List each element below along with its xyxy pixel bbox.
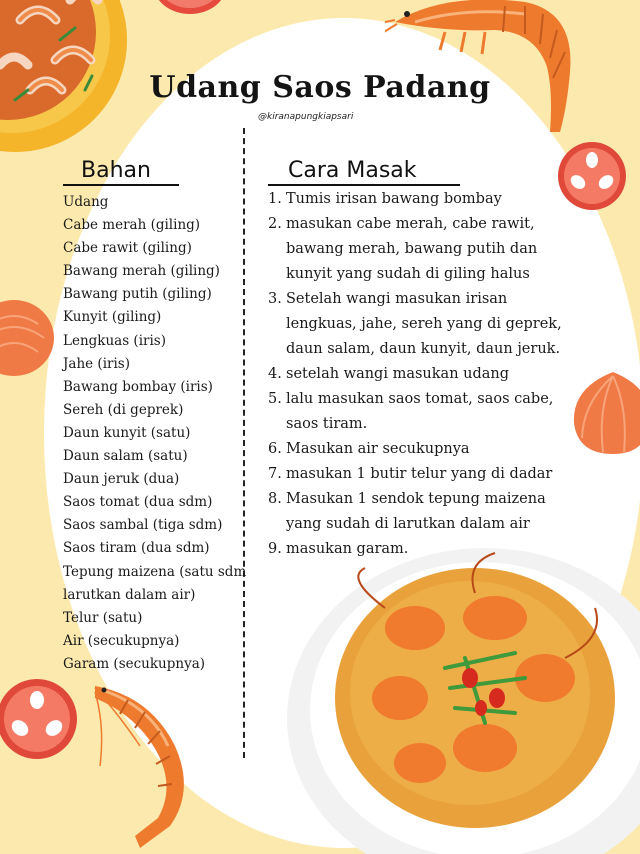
onion-right-illustration xyxy=(568,368,640,458)
ingredient-item: Kunyit (giling) xyxy=(63,309,162,326)
ingredient-item: Jahe (iris) xyxy=(63,355,130,372)
method-step xyxy=(268,437,568,462)
method-step xyxy=(268,537,568,562)
method-step xyxy=(268,287,568,362)
step-number: 1. xyxy=(268,191,282,207)
method-step xyxy=(268,362,568,387)
shrimp-bottom-left-illustration xyxy=(80,676,200,854)
method-step xyxy=(268,487,568,537)
method-step xyxy=(268,387,568,437)
author-handle: @kiranapungkiapsari xyxy=(258,112,354,122)
ingredient-item: Daun kunyit (satu) xyxy=(63,424,191,441)
step-text: Masukan air secukupnya xyxy=(286,441,470,457)
step-text: masukan 1 butir telur yang di dadar xyxy=(286,466,553,482)
step-text: masukan cabe merah, cabe rawit, bawang merah, bawang putih dan kunyit yang sudah di giling halus xyxy=(286,216,538,282)
ingredient-item: Saos tiram (dua sdm) xyxy=(63,540,210,557)
method-steps-list xyxy=(268,187,568,562)
ingredients-list xyxy=(63,191,246,676)
ingredients-heading: Bahan xyxy=(63,158,179,186)
ingredient-item: larutkan dalam air) xyxy=(63,586,196,603)
ingredient-item: Daun jeruk (dua) xyxy=(63,471,180,488)
ingredient-item: Garam (secukupnya) xyxy=(63,655,206,672)
step-number: 2. xyxy=(268,216,282,232)
step-number: 3. xyxy=(268,291,282,307)
ingredient-item: Lengkuas (iris) xyxy=(63,332,166,349)
ingredient-item: Bawang putih (giling) xyxy=(63,286,212,303)
step-text: Masukan 1 sendok tepung maizena yang sudah di larutkan dalam air xyxy=(286,491,546,532)
ingredient-item: Tepung maizena (satu sdm xyxy=(63,563,247,580)
ingredient-item: Saos tomat (dua sdm) xyxy=(63,494,213,511)
ingredient-item: Udang xyxy=(63,194,109,210)
step-number: 8. xyxy=(268,491,282,507)
method-step xyxy=(268,212,568,287)
shrimp-curry-dish-image xyxy=(285,538,640,854)
step-text: setelah wangi masukan udang xyxy=(286,366,510,382)
step-number: 5. xyxy=(268,391,282,407)
onion-left-illustration xyxy=(0,296,56,380)
ingredient-item: Telur (satu) xyxy=(63,609,143,626)
step-number: 4. xyxy=(268,366,282,382)
step-text: Tumis irisan bawang bombay xyxy=(286,191,502,207)
method-step xyxy=(268,187,568,212)
ingredient-item: Cabe rawit (giling) xyxy=(63,240,192,257)
ingredient-item: Air (secukupnya) xyxy=(63,632,180,649)
ingredient-item: Bawang bombay (iris) xyxy=(63,378,213,395)
step-text: masukan garam. xyxy=(286,541,409,557)
method-step xyxy=(268,462,568,487)
method-heading: Cara Masak xyxy=(268,158,460,186)
ingredient-item: Sereh (di geprek) xyxy=(63,401,184,418)
step-text: Setelah wangi masukan irisan lengkuas, jahe, sereh yang di geprek, daun salam, daun kunyit, daun jeruk. xyxy=(286,291,562,357)
ingredient-item: Bawang merah (giling) xyxy=(63,263,220,280)
tomato-slice-top-illustration xyxy=(150,0,230,22)
step-number: 7. xyxy=(268,466,282,482)
step-number: 9. xyxy=(268,541,282,557)
ingredient-item: Cabe merah (giling) xyxy=(63,217,201,234)
ingredient-item: Daun salam (satu) xyxy=(63,448,188,465)
tomato-slice-bottom-left-illustration xyxy=(0,676,80,762)
step-number: 6. xyxy=(268,441,282,457)
ingredient-item: Saos sambal (tiga sdm) xyxy=(63,517,223,534)
step-text: lalu masukan saos tomat, saos cabe, saos tiram. xyxy=(286,391,554,432)
recipe-title: Udang Saos Padang xyxy=(149,70,491,105)
